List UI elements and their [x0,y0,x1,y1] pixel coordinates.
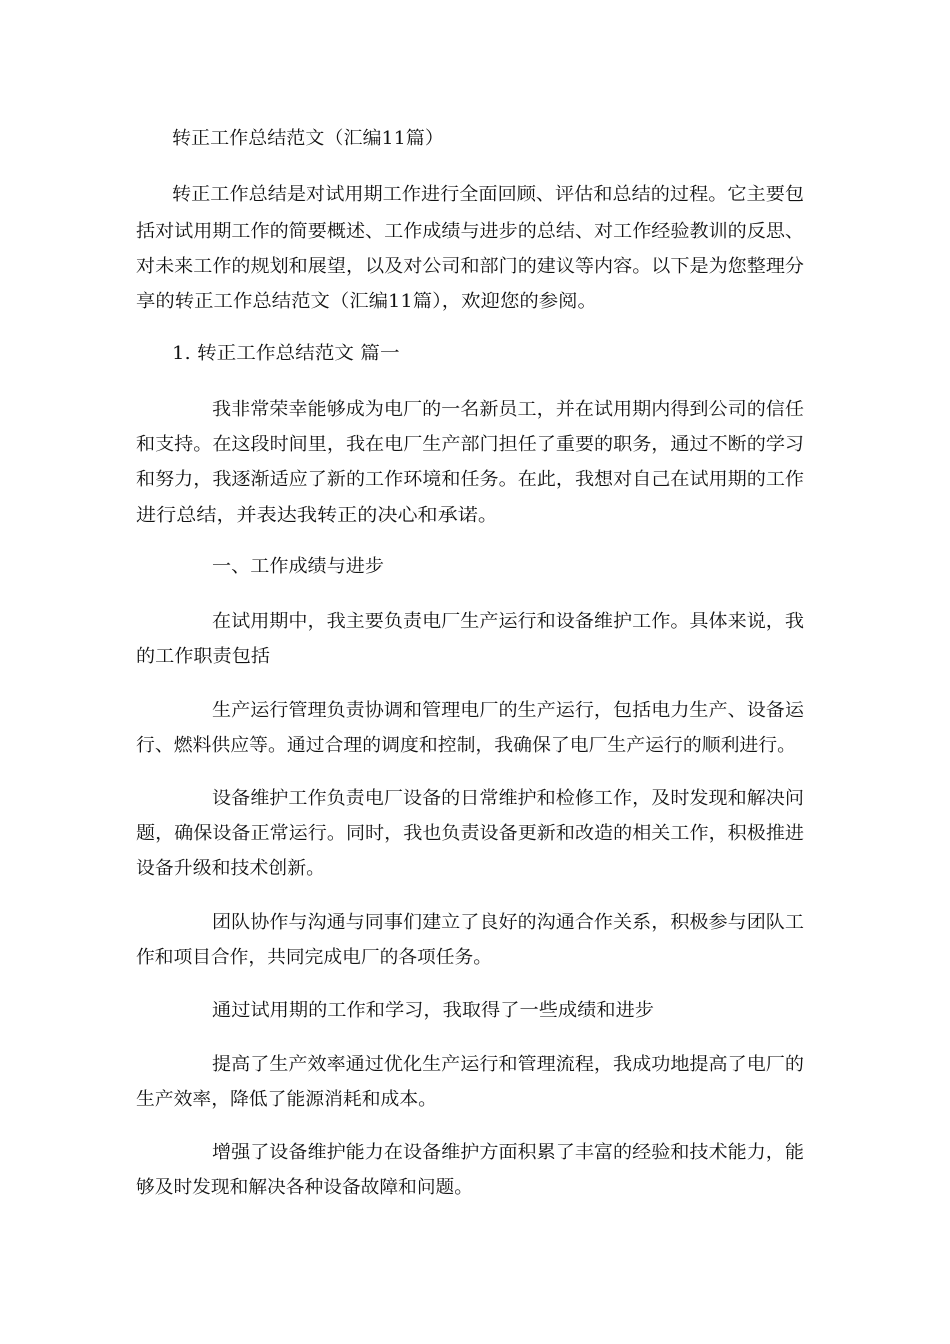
paragraph-line: 设备维护工作负责电厂设备的日常维护和检修工作，及时发现和解决问 [212,788,804,809]
paragraph-line: 生产运行管理负责协调和管理电厂的生产运行，包括电力生产、设备运 [212,700,804,721]
paragraph-line: 转正工作总结是对试用期工作进行全面回顾、评估和总结的过程。它主要包 [172,184,804,205]
paragraph-line: 我非常荣幸能够成为电厂的一名新员工，并在试用期内得到公司的信任 [212,399,804,420]
paragraph-line: 增强了设备维护能力在设备维护方面积累了丰富的经验和技术能力，能 [212,1142,804,1163]
paragraph-line: 作和项目合作，共同完成电厂的各项任务。 [136,947,492,968]
paragraph-line: 团队协作与沟通与同事们建立了良好的沟通合作关系，积极参与团队工 [212,912,804,933]
paragraph-line: 进行总结，并表达我转正的决心和承诺。 [136,505,498,526]
section-heading: 1. 转正工作总结范文 篇一 [172,343,400,364]
paragraph-line: 对未来工作的规划和展望，以及对公司和部门的建议等内容。以下是为您整理分 [136,256,805,277]
paragraph-line: 提高了生产效率通过优化生产运行和管理流程，我成功地提高了电厂的 [212,1054,804,1075]
paragraph-line: 和努力，我逐渐适应了新的工作环境和任务。在此，我想对自己在试用期的工作 [136,469,805,490]
subheading-achievements: 一、工作成绩与进步 [212,556,384,577]
paragraph-line: 括对试用期工作的简要概述、工作成绩与进步的总结、对工作经验教训的反思、 [136,221,805,242]
paragraph-line: 行、燃料供应等。通过合理的调度和控制，我确保了电厂生产运行的顺利进行。 [136,735,797,756]
document-title: 转正工作总结范文（汇编11篇） [172,128,444,149]
paragraph-line: 设备升级和技术创新。 [136,858,325,879]
paragraph-line: 通过试用期的工作和学习，我取得了一些成绩和进步 [212,1000,654,1021]
paragraph-line: 题，确保设备正常运行。同时，我也负责设备更新和改造的相关工作，积极推进 [136,823,805,844]
paragraph-line: 生产效率，降低了能源消耗和成本。 [136,1089,437,1110]
paragraph-line: 够及时发现和解决各种设备故障和问题。 [136,1177,473,1198]
paragraph-line: 的工作职责包括 [136,646,270,667]
paragraph-line: 和支持。在这段时间里，我在电厂生产部门担任了重要的职务，通过不断的学习 [136,434,805,455]
paragraph-line: 在试用期中，我主要负责电厂生产运行和设备维护工作。具体来说，我 [212,611,804,632]
paragraph-line: 享的转正工作总结范文（汇编11篇），欢迎您的参阅。 [136,291,597,312]
